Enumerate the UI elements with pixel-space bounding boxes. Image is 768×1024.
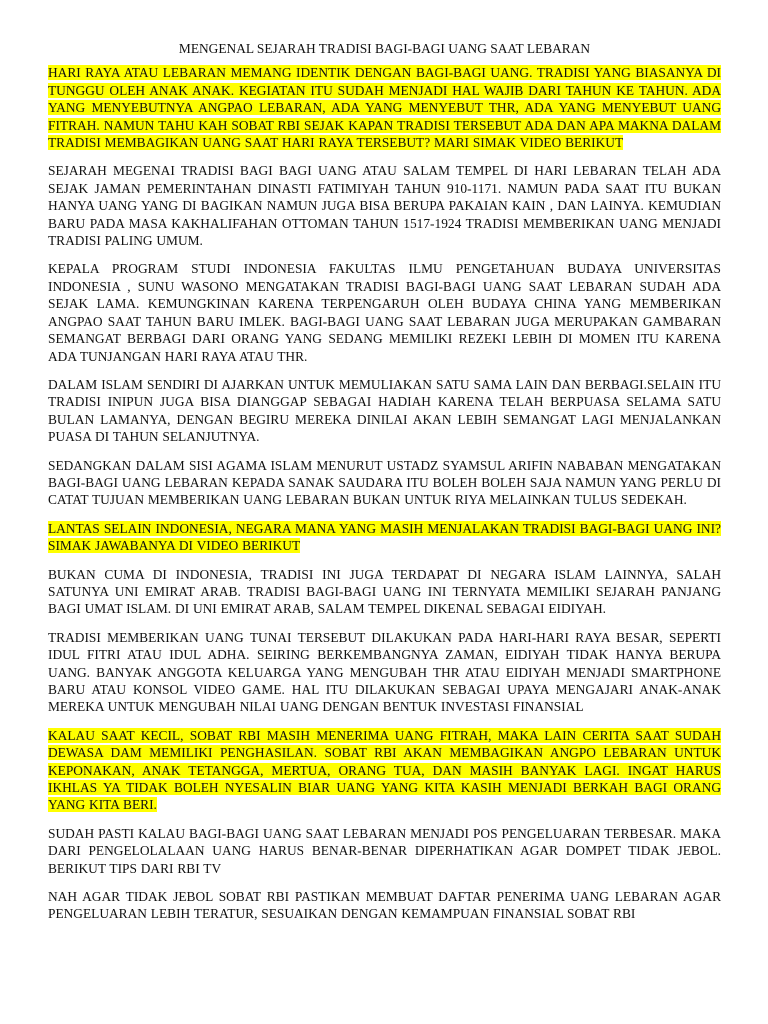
paragraph-text: LANTAS SELAIN INDONESIA, NEGARA MANA YANG MASIH MENJALAKAN TRADISI BAGI-BAGI UANG INI? SIMAK JAWABANYA DI VIDEO BERIKUT: [48, 520, 721, 554]
paragraph-text: DALAM ISLAM SENDIRI DI AJARKAN UNTUK MEMULIAKAN SATU SAMA LAIN DAN BERBAGI.SELAIN ITU TRADISI INIPUN JUGA BISA DIANGGAP SEBAGAI HADIAH KARENA TELAH BERPUASA SELAMA SATU BULAN LAMANYA, DENGAN BEGIRU MEREKA DINILAI AKAN LEBIH SEMANGAT LAGI MENJALANKAN PUASA DI TAHUN SELANJUTNYA.: [48, 376, 721, 445]
paragraph-4: [48, 376, 721, 446]
paragraph-text: HARI RAYA ATAU LEBARAN MEMANG IDENTIK DENGAN BAGI-BAGI UANG. TRADISI YANG BIASANYA DI TUNGGU OLEH ANAK ANAK. KEGIATAN ITU SUDAH MENJADI HAL WAJIB DARI TAHUN KE TAHUN. ADA YANG MENYEBUTNYA ANGPAO LEBARAN, ADA YANG MENYEBUT THR, ADA YANG MENYEBUT UANG FITRAH. NAMUN TAHU KAH SOBAT RBI SEJAK KAPAN TRADISI TERSEBUT ADA DAN APA MAKNA DALAM TRADISI MEMBAGIKAN UANG SAAT HARI RAYA TERSEBUT? MARI SIMAK VIDEO BERIKUT: [48, 65, 721, 151]
paragraph-7: [48, 566, 721, 618]
paragraph-text: TRADISI MEMBERIKAN UANG TUNAI TERSEBUT DILAKUKAN PADA HARI-HARI RAYA BESAR, SEPERTI IDUL FITRI ATAU IDUL ADHA. SEIRING BERKEMBANGNYA ZAMAN, EIDIYAH TIDAK HANYA BERUPA UANG. BANYAK ANGGOTA KELUARGA YANG MENGUBAH THR ATAU EIDIYAH MENJADI SMARTPHONE BARU ATAU KONSOL VIDEO GAME. HAL ITU DILAKUKAN SEBAGAI UPAYA MENGAJARI ANAK-ANAK MEREKA UNTUK MENGUBAH NILAI UANG DENGAN BENTUK INVESTASI FINANSIAL: [48, 629, 721, 715]
paragraph-5: [48, 457, 721, 509]
paragraph-11: [48, 888, 721, 923]
paragraph-text: NAH AGAR TIDAK JEBOL SOBAT RBI PASTIKAN MEMBUAT DAFTAR PENERIMA UANG LEBARAN AGAR PENGELUARAN LEBIH TERATUR, SESUAIKAN DENGAN KEMAMPUAN FINANSIAL SOBAT RBI: [48, 889, 721, 922]
paragraph-text: SEDANGKAN DALAM SISI AGAMA ISLAM MENURUT USTADZ SYAMSUL ARIFIN NABABAN MENGATAKAN BAGI-BAGI UANG LEBARAN KEPADA SANAK SAUDARA ITU BOLEH BOLEH SAJA NAMUN YANG PERLU DI CATAT TUJUAN MEMBERIKAN UANG LEBARAN BUKAN UNTUK RIYA MELAINKAN TULUS SEDEKAH.: [48, 457, 721, 508]
document-page: [48, 40, 721, 934]
paragraph-text: SEJARAH MEGENAI TRADISI BAGI BAGI UANG ATAU SALAM TEMPEL DI HARI LEBARAN TELAH ADA SEJAK JAMAN PEMERINTAHAN DINASTI FATIMIYAH TAHUN 910-1171. NAMUN PADA SAAT ITU BUKAN HANYA UANG YANG DI BAGIKAN NAMUN JUGA BISA BERUPA PAKAIAN KAIN , DAN LAINYA. KEMUDIAN BARU PADA MASA KAKHALIFAHAN OTTOMAN TAHUN 1517-1924 TRADISI MEMBERIKAN UANG MENJADI TRADISI PALING UMUM.: [48, 163, 721, 249]
paragraph-2: [48, 162, 721, 249]
paragraph-6: [48, 520, 721, 555]
paragraph-text: KALAU SAAT KECIL, SOBAT RBI MASIH MENERIMA UANG FITRAH, MAKA LAIN CERITA SAAT SUDAH DEWASA DAM MEMILIKI PENGHASILAN. SOBAT RBI AKAN MEMBAGIKAN ANGPO LEBARAN UNTUK KEPONAKAN, ANAK TETANGGA, MERTUA, ORANG TUA, DAN MASIH BANYAK LAGI. INGAT HARUS IKHLAS YA TIDAK BOLEH NYESALIN BIAR UANG YANG KITA KASIH MENJADI BERKAH BAGI ORANG YANG KITA BERI.: [48, 727, 721, 813]
paragraph-text: KEPALA PROGRAM STUDI INDONESIA FAKULTAS ILMU PENGETAHUAN BUDAYA UNIVERSITAS INDONESIA , SUNU WASONO MENGATAKAN TRADISI BAGI-BAGI UANG SAAT LEBARAN SUDAH ADA SEJAK LAMA. KEMUNGKINAN KARENA TERPENGARUH OLEH BUDAYA CHINA YANG MEMBERIKAN ANGPAO SAAT TAHUN BARU IMLEK. BAGI-BAGI UANG SAAT LEBARAN JUGA MERUPAKAN GAMBARAN SEMANGAT BERBAGI DARI ORANG YANG SEDANG MEMILIKI REZEKI LEBIH DI MOMEN ITU KARENA ADA TUNJANGAN HARI RAYA ATAU THR.: [48, 261, 721, 364]
paragraph-9: [48, 727, 721, 814]
paragraph-text: SUDAH PASTI KALAU BAGI-BAGI UANG SAAT LEBARAN MENJADI POS PENGELUARAN TERBESAR. MAKA DARI PENGELOLALAAN UANG HARUS BENAR-BENAR DIPERHATIKAN AGAR DOMPET TIDAK JEBOL. BERIKUT TIPS DARI RBI TV: [48, 825, 721, 876]
paragraph-8: [48, 629, 721, 716]
document-title: MENGENAL SEJARAH TRADISI BAGI-BAGI UANG SAAT LEBARAN: [178, 41, 591, 56]
paragraph-3: [48, 260, 721, 364]
paragraph-text: BUKAN CUMA DI INDONESIA, TRADISI INI JUGA TERDAPAT DI NEGARA ISLAM LAINNYA, SALAH SATUNYA UNI EMIRAT ARAB. TRADISI BAGI-BAGI UANG INI TERNYATA MEMILIKI SEJARAH PANJANG BAGI UMAT ISLAM. DI UNI EMIRAT ARAB, SALAM TEMPEL DIKENAL SEBAGAI EIDIYAH.: [48, 566, 721, 617]
paragraph-1: [48, 64, 721, 151]
paragraph-10: [48, 825, 721, 877]
